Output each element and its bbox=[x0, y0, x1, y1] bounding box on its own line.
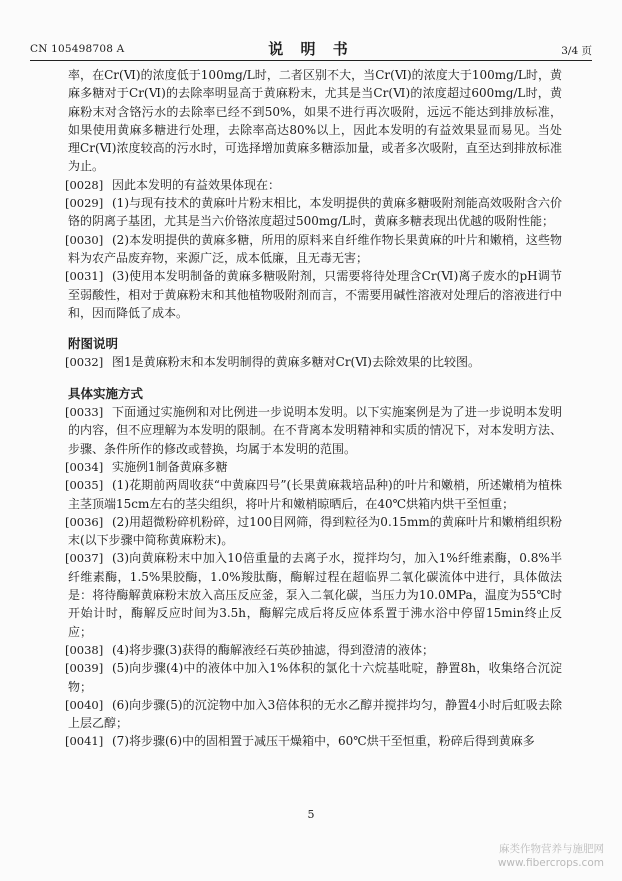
paragraph-text: (6)向步骤(5)的沉淀物中加入3倍体积的无水乙醇并搅拌均匀，静置4小时后虹吸去除上层乙醇； bbox=[68, 697, 562, 731]
numbered-paragraph bbox=[65, 513, 562, 550]
paragraph-text: 因此本发明的有益效果体现在： bbox=[112, 177, 281, 192]
numbered-paragraph bbox=[65, 659, 562, 696]
numbered-paragraph bbox=[65, 549, 562, 640]
numbered-paragraph bbox=[65, 267, 562, 322]
paragraph-text: (1)与现有技术的黄麻叶片粉末相比，本发明提供的黄麻多糖吸附剂能高效吸附含六价铬的阴离子基团，尤其是当六价铬浓度超过500mg/L时，黄麻多糖表现出优越的吸附性能； bbox=[68, 196, 562, 229]
paragraph-text: (3)向黄麻粉末中加入10倍重量的去离子水，搅拌均匀，加入1%纤维素酶，0.8%半纤维素酶，1.5%果胶酶，1.0%羧肽酶，酶解过程在超临界二氧化碳流体中进行，具体做法是：将待酶解黄麻粉末放入高压反应釜，泵入二氧化碳，当压力为10.0MPa，温度为55℃时开始计时，酶解反应时间为3.5h，酶解完成后将反应体系置于沸水浴中停留15min终止反应； bbox=[68, 551, 562, 639]
section-heading-figures: 附图说明 bbox=[68, 336, 119, 352]
page-header bbox=[30, 38, 592, 61]
watermark-url: www.fibercrops.com bbox=[497, 857, 604, 869]
paragraph-number: [0041] bbox=[65, 734, 104, 749]
numbered-paragraph bbox=[65, 403, 562, 458]
paragraph-text: (5)向步骤(4)中的液体中加入1%体积的氯化十六烷基吡啶，静置8h，收集络合沉淀物； bbox=[68, 661, 562, 694]
patent-number: CN 105498708 A bbox=[30, 43, 125, 55]
paragraph-text: (1)花期前两周收获“中黄麻四号”(长果黄麻栽培品种)的叶片和嫩梢，所述嫩梢为植株主茎顶端15cm左右的茎尖组织，将叶片和嫩梢晾晒后，在40℃烘箱内烘干至恒重； bbox=[68, 478, 562, 511]
numbered-paragraph bbox=[65, 231, 562, 268]
numbered-paragraph bbox=[65, 641, 562, 659]
numbered-paragraph bbox=[65, 476, 562, 513]
paragraph-number: [0036] bbox=[65, 514, 104, 529]
paragraph-group-figures bbox=[65, 353, 562, 371]
numbered-paragraph bbox=[65, 353, 562, 371]
paragraph-number: [0035] bbox=[65, 478, 104, 493]
numbered-paragraph bbox=[65, 176, 562, 194]
paragraph-number: [0032] bbox=[65, 355, 104, 370]
paragraph-group-benefits bbox=[65, 176, 562, 322]
paragraph-number: [0029] bbox=[65, 196, 104, 211]
page-number: 5 bbox=[307, 808, 315, 821]
paragraph-group-embodiments bbox=[65, 403, 562, 751]
paragraph-number: [0039] bbox=[65, 661, 104, 676]
numbered-paragraph bbox=[65, 458, 562, 476]
paragraph-text: 实施例1制备黄麻多糖 bbox=[112, 459, 228, 474]
watermark bbox=[498, 842, 604, 870]
paragraph-number: [0040] bbox=[65, 697, 104, 712]
watermark-title: 麻类作物营养与施肥网 bbox=[499, 843, 604, 855]
paragraph-number: [0038] bbox=[65, 642, 104, 657]
paragraph-number: [0031] bbox=[65, 269, 104, 284]
paragraph-number: [0033] bbox=[65, 405, 104, 420]
paragraph-number: [0028] bbox=[65, 177, 104, 192]
intro-paragraph: 率，在Cr(Ⅵ)的浓度低于100mg/L时，二者区别不大，当Cr(Ⅵ)的浓度大于100mg/L时，黄麻多糖对于Cr(Ⅵ)的去除率明显高于黄麻粉末，尤其是当Cr(Ⅵ)的浓度超过600mg/L时，黄麻粉末对含铬污水的去除率已经不到50%，如果不进行再次吸附，远远不能达到排放标准，如果使用黄麻多糖进行处理，去除率高达80%以上，因此本发明的有益效果显而易见。当处理Cr(Ⅵ)浓度较高的污水时，可选择增加黄麻多糖添加量，或者多次吸附，直至达到排放标准为止。 bbox=[68, 68, 562, 174]
paragraph-number: [0030] bbox=[65, 232, 104, 247]
document-body bbox=[65, 66, 562, 751]
paragraph-text: (7)将步骤(6)中的固相置于减压干燥箱中，60℃烘干至恒重，粉碎后得到黄麻多 bbox=[112, 734, 535, 749]
paragraph-number: [0034] bbox=[65, 459, 104, 474]
paragraph-text: (2)用超微粉碎机粉碎，过100目网筛，得到粒径为0.15mm的黄麻叶片和嫩梢组织粉末(以下步骤中简称黄麻粉末)。 bbox=[68, 514, 562, 548]
paragraph-text: (3)使用本发明制备的黄麻多糖吸附剂，只需要将待处理含Cr(Ⅵ)离子废水的pH调节至弱酸性，相对于黄麻粉末和其他植物吸附剂而言，不需要用碱性溶液对处理后的溶液进行中和，因而降低了成本。 bbox=[68, 269, 562, 320]
numbered-paragraph bbox=[65, 696, 562, 733]
paragraph-text: 下面通过实施例和对比例进一步说明本发明。以下实施案例是为了进一步说明本发明的内容，但不应理解为本发明的限制。在不背离本发明精神和实质的情况下，对本发明方法、步骤、条件所作的修改或替换，均属于本发明的范围。 bbox=[68, 405, 562, 456]
paragraph-text: 图1是黄麻粉末和本发明制得的黄麻多糖对Cr(Ⅵ)去除效果的比较图。 bbox=[112, 355, 480, 370]
paragraph-text: (2)本发明提供的黄麻多糖，所用的原料来自纤维作物长果黄麻的叶片和嫩梢，这些物料为农产品废弃物，来源广泛，成本低廉，且无毒无害； bbox=[68, 232, 562, 265]
paragraph-text: (4)将步骤(3)获得的酶解液经石英砂抽滤，得到澄清的液体； bbox=[112, 642, 434, 657]
document-title: 说 明 书 bbox=[268, 40, 354, 58]
page-indicator: 3/4 页 bbox=[561, 45, 592, 57]
numbered-paragraph bbox=[65, 194, 562, 231]
numbered-paragraph bbox=[65, 732, 562, 750]
section-heading-embodiments: 具体实施方式 bbox=[68, 385, 144, 401]
paragraph-number: [0037] bbox=[65, 551, 104, 566]
